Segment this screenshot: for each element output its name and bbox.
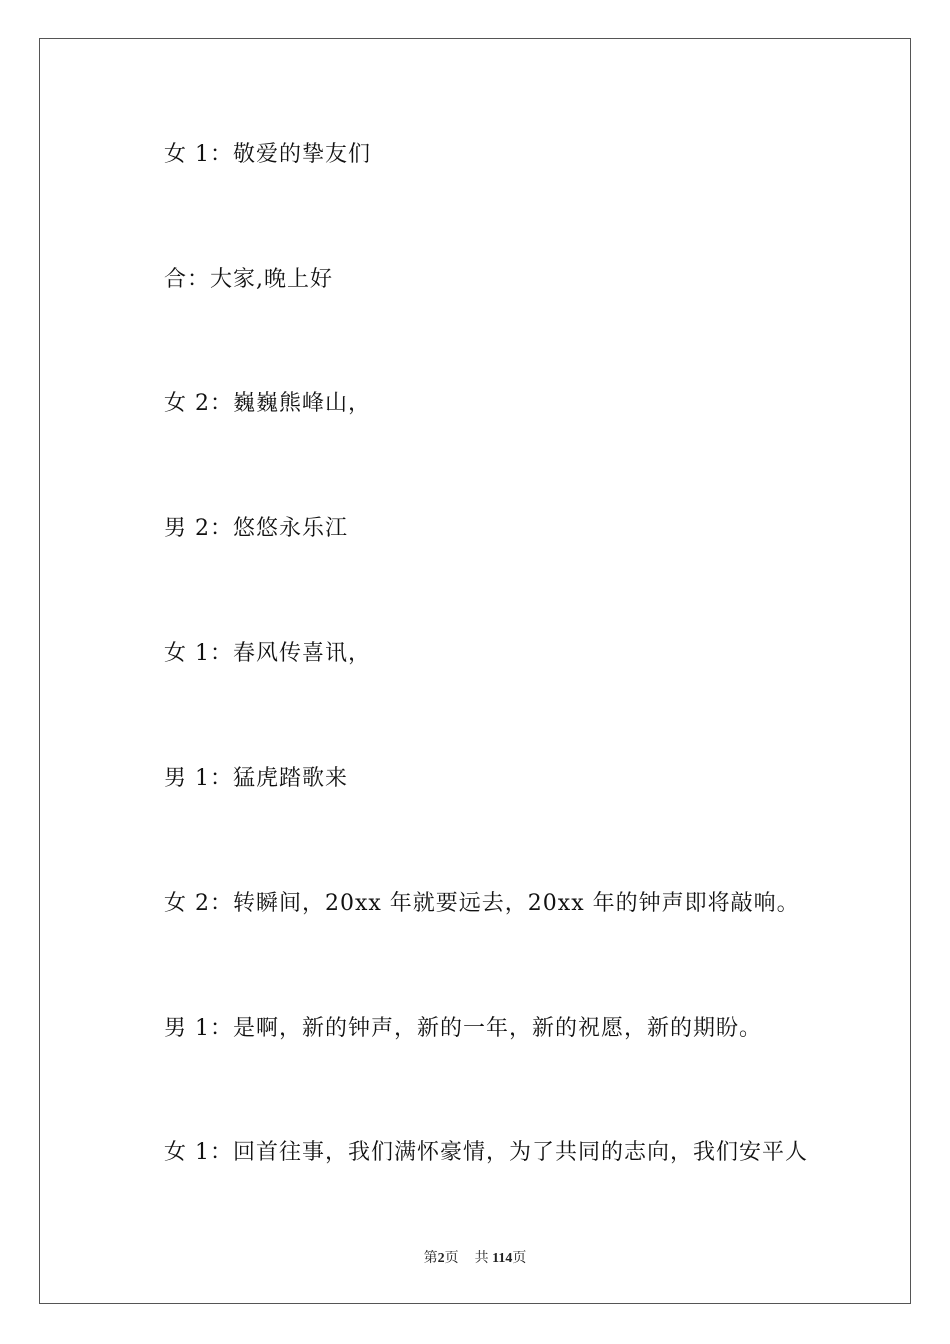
script-line-3: 女 2：巍巍熊峰山， xyxy=(164,391,371,416)
page-footer xyxy=(0,1247,950,1267)
footer-page-suffix: 页 xyxy=(444,1251,459,1266)
script-line-7: 女 2：转瞬间，20xx 年就要远去，20xx 年的钟声即将敲响。 xyxy=(164,891,800,916)
footer-page-prefix: 第 xyxy=(423,1251,438,1266)
footer-page-number: 2 xyxy=(437,1251,445,1266)
script-line-6: 男 1：猛虎踏歌来 xyxy=(164,766,348,791)
footer-total-suffix: 页 xyxy=(512,1251,527,1266)
script-line-9: 女 1：回首往事，我们满怀豪情，为了共同的志向，我们安平人 xyxy=(164,1140,808,1165)
script-line-2: 合：大家,晚上好 xyxy=(164,267,333,292)
script-line-8: 男 1：是啊，新的钟声，新的一年，新的祝愿，新的期盼。 xyxy=(164,1016,762,1041)
page-border xyxy=(39,38,911,1304)
script-line-5: 女 1：春风传喜讯， xyxy=(164,641,371,666)
footer-total-pages: 114 xyxy=(492,1251,513,1266)
footer-total-prefix: 共 xyxy=(474,1251,489,1266)
script-line-4: 男 2：悠悠永乐江 xyxy=(164,516,348,541)
script-line-1: 女 1：敬爱的挚友们 xyxy=(164,142,371,167)
